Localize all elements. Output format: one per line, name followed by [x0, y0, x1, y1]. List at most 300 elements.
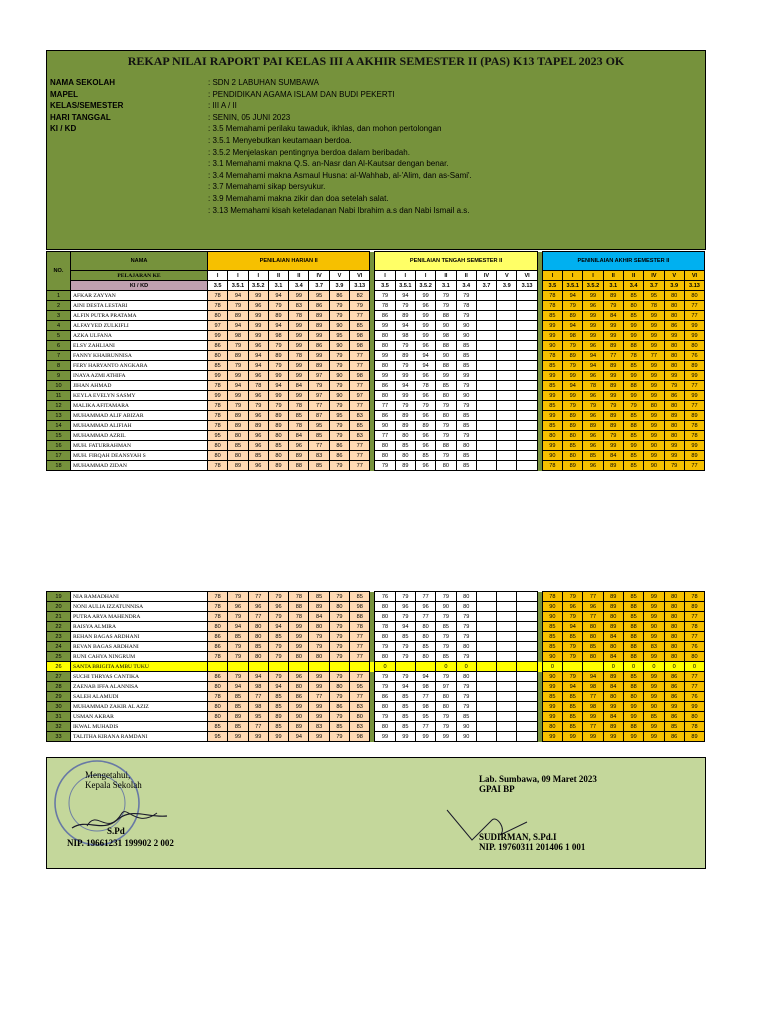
akhir-score: 99 — [603, 331, 623, 341]
akhir-score: 80 — [664, 421, 684, 431]
tengah-score — [517, 692, 537, 702]
tengah-score — [497, 602, 517, 612]
tengah-score: 80 — [375, 602, 395, 612]
akhir-score: 85 — [623, 361, 643, 371]
harian-score: 77 — [350, 692, 370, 702]
akhir-score: 79 — [603, 301, 623, 311]
akhir-score: 89 — [583, 421, 603, 431]
akhir-score: 85 — [542, 692, 562, 702]
akhir-score: 78 — [684, 722, 704, 732]
harian-score: 98 — [228, 331, 248, 341]
tengah-score: 79 — [436, 712, 456, 722]
harian-score: 79 — [268, 341, 288, 351]
tengah-score: 79 — [436, 642, 456, 652]
akhir-score: 89 — [603, 381, 623, 391]
harian-score: 98 — [350, 371, 370, 381]
harian-score: 78 — [248, 381, 268, 391]
akhir-score: 80 — [542, 722, 562, 732]
harian-score: 96 — [289, 441, 309, 451]
harian-score: 94 — [248, 361, 268, 371]
harian-score: 95 — [309, 421, 329, 431]
tengah-score: 80 — [375, 722, 395, 732]
tengah-score — [476, 331, 496, 341]
akhir-score: 99 — [563, 371, 583, 381]
tengah-score: 99 — [395, 732, 415, 742]
tengah-score — [517, 291, 537, 301]
pelajaran-cell: I — [583, 271, 603, 281]
tengah-score — [517, 652, 537, 662]
tengah-score: 94 — [395, 381, 415, 391]
akhir-score: 84 — [603, 632, 623, 642]
akhir-score: 99 — [623, 702, 643, 712]
row-number: 12 — [47, 401, 71, 411]
harian-score: 80 — [329, 682, 349, 692]
tengah-score — [497, 692, 517, 702]
akhir-score: 85 — [664, 722, 684, 732]
harian-score: 86 — [208, 672, 228, 682]
akhir-score: 88 — [623, 722, 643, 732]
tengah-score: 79 — [395, 401, 415, 411]
pelajaran-cell: IV — [309, 271, 329, 281]
tengah-score — [476, 341, 496, 351]
tengah-score: 79 — [375, 461, 395, 471]
akhir-score: 80 — [664, 602, 684, 612]
row-number: 33 — [47, 732, 71, 742]
kd-cell: 3.9 — [497, 281, 517, 291]
harian-score: 94 — [268, 622, 288, 632]
akhir-score: 85 — [542, 622, 562, 632]
harian-score: 87 — [309, 411, 329, 421]
pelajaran-cell: VI — [684, 271, 704, 281]
tengah-score — [517, 682, 537, 692]
tengah-score — [497, 662, 517, 672]
harian-score: 77 — [248, 692, 268, 702]
info-value: : 3.1 Memahami makna Q.S. an-Nasr dan Al-Kautsar dengan benar. — [208, 159, 449, 169]
akhir-score: 99 — [542, 702, 562, 712]
table-row — [47, 351, 705, 361]
tengah-score: 80 — [456, 592, 476, 602]
table-row — [47, 622, 705, 632]
tengah-score: 79 — [456, 612, 476, 622]
tengah-score: 85 — [395, 632, 415, 642]
table-row — [47, 632, 705, 642]
akhir-score: 85 — [623, 291, 643, 301]
akhir-score: 80 — [684, 291, 704, 301]
tengah-score — [517, 371, 537, 381]
harian-score: 89 — [309, 311, 329, 321]
akhir-score: 80 — [664, 592, 684, 602]
row-number: 5 — [47, 331, 71, 341]
akhir-score: 85 — [542, 381, 562, 391]
row-number: 18 — [47, 461, 71, 471]
tengah-score: 90 — [456, 331, 476, 341]
harian-score: 79 — [329, 592, 349, 602]
akhir-score: 80 — [583, 652, 603, 662]
akhir-score: 89 — [603, 291, 623, 301]
akhir-score: 77 — [684, 461, 704, 471]
akhir-score: 78 — [684, 622, 704, 632]
harian-score: 79 — [329, 632, 349, 642]
harian-score: 77 — [309, 401, 329, 411]
tengah-score: 86 — [375, 411, 395, 421]
harian-score: 97 — [309, 371, 329, 381]
akhir-score: 89 — [603, 722, 623, 732]
harian-score: 79 — [329, 431, 349, 441]
table-row — [47, 461, 705, 471]
harian-score: 89 — [309, 602, 329, 612]
tengah-score — [517, 311, 537, 321]
akhir-score: 99 — [542, 682, 562, 692]
harian-score: 79 — [228, 341, 248, 351]
akhir-score: 99 — [563, 391, 583, 401]
student-name: REHAN BAGAS ARDHANI — [71, 632, 208, 642]
akhir-score: 89 — [603, 602, 623, 612]
info-value: : 3.4 Memahami makna Asmaul Husna: al-Wahhab, al-'Alim, dan as-Sami'. — [208, 170, 472, 180]
harian-score: 80 — [350, 712, 370, 722]
akhir-score: 89 — [684, 602, 704, 612]
tengah-score: 79 — [456, 692, 476, 702]
harian-score: 96 — [248, 301, 268, 311]
akhir-score: 85 — [542, 421, 562, 431]
teacher-signature-block — [479, 774, 597, 852]
harian-score: 88 — [350, 612, 370, 622]
akhir-score: 80 — [664, 301, 684, 311]
tengah-score — [476, 451, 496, 461]
row-number: 15 — [47, 431, 71, 441]
harian-score: 89 — [228, 311, 248, 321]
harian-score: 79 — [268, 361, 288, 371]
tengah-score — [517, 732, 537, 742]
harian-score: 96 — [248, 441, 268, 451]
table-row — [47, 421, 705, 431]
harian-score: 79 — [228, 361, 248, 371]
student-name: FANNY KHAIRUNNISA — [71, 351, 208, 361]
tengah-score: 79 — [436, 632, 456, 642]
akhir-score: 99 — [684, 391, 704, 401]
akhir-score: 90 — [542, 672, 562, 682]
akhir-score: 88 — [623, 632, 643, 642]
harian-score: 99 — [268, 371, 288, 381]
harian-score: 89 — [289, 722, 309, 732]
harian-score: 77 — [350, 351, 370, 361]
akhir-score: 80 — [664, 431, 684, 441]
table-row — [47, 361, 705, 371]
harian-score: 84 — [289, 381, 309, 391]
akhir-score: 88 — [623, 602, 643, 612]
harian-score: 89 — [268, 712, 288, 722]
table-row — [47, 431, 705, 441]
tengah-score: 85 — [456, 451, 476, 461]
harian-score: 99 — [289, 291, 309, 301]
tengah-score: 96 — [415, 391, 435, 401]
tengah-score — [517, 401, 537, 411]
pelajaran-cell: IV — [476, 271, 496, 281]
akhir-score: 77 — [684, 311, 704, 321]
tengah-score: 99 — [436, 371, 456, 381]
tengah-score — [476, 602, 496, 612]
kd-cell: 3.5.1 — [563, 281, 583, 291]
akhir-score: 77 — [684, 381, 704, 391]
akhir-score — [583, 662, 603, 672]
akhir-score: 96 — [583, 431, 603, 441]
akhir-score: 80 — [664, 351, 684, 361]
tengah-score: 80 — [436, 461, 456, 471]
akhir-score: 99 — [664, 451, 684, 461]
harian-score: 79 — [329, 712, 349, 722]
harian-score: 79 — [248, 401, 268, 411]
table-row — [47, 602, 705, 612]
kd-cell: 3.5.2 — [415, 281, 435, 291]
row-number: 25 — [47, 652, 71, 662]
harian-score: 94 — [228, 291, 248, 301]
harian-score: 86 — [208, 642, 228, 652]
harian-score: 80 — [289, 682, 309, 692]
tengah-score: 86 — [375, 311, 395, 321]
akhir-score: 85 — [623, 451, 643, 461]
student-name: MUH. FIRQAH DEANSYAH S — [71, 451, 208, 461]
harian-score: 98 — [350, 602, 370, 612]
harian-score: 90 — [329, 321, 349, 331]
kd-cell: 3.1 — [603, 281, 623, 291]
akhir-score: 78 — [583, 381, 603, 391]
akhir-score: 99 — [664, 331, 684, 341]
harian-score — [208, 662, 228, 672]
akhir-score: 94 — [563, 381, 583, 391]
tengah-score — [395, 662, 415, 672]
harian-score: 77 — [248, 592, 268, 602]
harian-score: 99 — [248, 331, 268, 341]
harian-score — [329, 662, 349, 672]
akhir-score: 84 — [603, 311, 623, 321]
harian-score: 79 — [228, 612, 248, 622]
harian-score: 94 — [268, 682, 288, 692]
teacher-role: GPAI BP — [479, 784, 515, 794]
kd-cell: 3.5.2 — [583, 281, 603, 291]
student-name: ALFIN PUTRA PRATAMA — [71, 311, 208, 321]
harian-score: 97 — [208, 321, 228, 331]
tengah-score — [517, 351, 537, 361]
harian-score: 99 — [289, 632, 309, 642]
akhir-score: 85 — [563, 441, 583, 451]
akhir-score: 85 — [542, 642, 562, 652]
harian-score: 85 — [309, 461, 329, 471]
akhir-score: 78 — [542, 351, 562, 361]
pelajaran-cell: V — [664, 271, 684, 281]
harian-score: 77 — [309, 692, 329, 702]
harian-score: 98 — [248, 702, 268, 712]
table-row — [47, 451, 705, 461]
harian-score: 99 — [228, 732, 248, 742]
info-label: KI / KD — [50, 124, 77, 134]
harian-score: 80 — [208, 712, 228, 722]
tengah-score — [476, 612, 496, 622]
akhir-score: 78 — [684, 421, 704, 431]
harian-score: 99 — [309, 712, 329, 722]
harian-score: 79 — [228, 642, 248, 652]
akhir-score: 99 — [644, 592, 664, 602]
harian-score: 99 — [309, 732, 329, 742]
harian-score: 99 — [268, 732, 288, 742]
tengah-score — [476, 682, 496, 692]
tengah-score — [476, 722, 496, 732]
table-row — [47, 692, 705, 702]
akhir-score: 99 — [563, 732, 583, 742]
harian-score: 94 — [289, 732, 309, 742]
tengah-score: 94 — [395, 682, 415, 692]
tengah-score: 99 — [415, 321, 435, 331]
harian-score: 85 — [228, 722, 248, 732]
akhir-score: 79 — [563, 592, 583, 602]
info-value: : III A / II — [208, 101, 237, 111]
harian-score: 95 — [350, 682, 370, 692]
tengah-score: 97 — [436, 682, 456, 692]
tengah-score: 96 — [415, 441, 435, 451]
harian-score: 98 — [350, 341, 370, 351]
harian-score: 99 — [228, 391, 248, 401]
tengah-score — [476, 321, 496, 331]
row-number: 14 — [47, 421, 71, 431]
tengah-score: 80 — [375, 331, 395, 341]
tengah-score: 77 — [415, 692, 435, 702]
harian-score: 85 — [248, 451, 268, 461]
akhir-score: 77 — [583, 692, 603, 702]
tengah-score: 79 — [436, 431, 456, 441]
akhir-score: 89 — [603, 341, 623, 351]
akhir-score: 99 — [644, 311, 664, 321]
harian-score: 77 — [350, 441, 370, 451]
tengah-score: 96 — [395, 602, 415, 612]
harian-score: 94 — [248, 672, 268, 682]
table-row — [47, 321, 705, 331]
info-value: : 3.5.2 Menjelaskan pentingnya berdoa dalam beribadah. — [208, 147, 410, 157]
akhir-score: 76 — [684, 692, 704, 702]
akhir-score: 99 — [684, 331, 704, 341]
akhir-score: 86 — [664, 672, 684, 682]
tengah-score: 89 — [415, 421, 435, 431]
harian-score: 99 — [289, 321, 309, 331]
akhir-score: 96 — [583, 371, 603, 381]
tengah-score: 77 — [375, 401, 395, 411]
akhir-score: 80 — [684, 652, 704, 662]
akhir-score: 80 — [623, 301, 643, 311]
tengah-score — [517, 592, 537, 602]
akhir-score: 85 — [623, 411, 643, 421]
row-number: 16 — [47, 441, 71, 451]
akhir-score: 84 — [603, 451, 623, 461]
harian-score: 96 — [248, 461, 268, 471]
kd-cell: 3.4 — [623, 281, 643, 291]
akhir-score: 89 — [684, 361, 704, 371]
row-number: 1 — [47, 291, 71, 301]
tengah-score — [517, 381, 537, 391]
harian-score — [248, 662, 268, 672]
harian-score: 78 — [208, 602, 228, 612]
akhir-score: 85 — [563, 702, 583, 712]
harian-score: 96 — [248, 411, 268, 421]
akhir-score: 96 — [583, 461, 603, 471]
student-name: SALEH ALAMUDI — [71, 692, 208, 702]
student-name: RAISYA ALMIRA — [71, 622, 208, 632]
akhir-score: 98 — [583, 682, 603, 692]
tengah-score: 99 — [375, 732, 395, 742]
row-number: 22 — [47, 622, 71, 632]
tengah-score: 99 — [415, 331, 435, 341]
akhir-score: 99 — [542, 732, 562, 742]
akhir-score: 89 — [603, 672, 623, 682]
table-row — [47, 612, 705, 622]
row-number: 17 — [47, 451, 71, 461]
akhir-score: 77 — [684, 301, 704, 311]
akhir-score: 99 — [644, 321, 664, 331]
table-row — [47, 411, 705, 421]
tengah-score: 79 — [456, 291, 476, 301]
tengah-score: 88 — [436, 361, 456, 371]
tengah-score: 80 — [415, 632, 435, 642]
harian-score: 95 — [208, 431, 228, 441]
akhir-score: 86 — [664, 692, 684, 702]
tengah-score: 80 — [415, 652, 435, 662]
student-name: JIHAN AHMAD — [71, 381, 208, 391]
tengah-score — [517, 451, 537, 461]
akhir-score: 77 — [583, 722, 603, 732]
student-name: AZKA ULFANA — [71, 331, 208, 341]
akhir-score: 80 — [664, 341, 684, 351]
tengah-score — [517, 301, 537, 311]
harian-score: 79 — [329, 311, 349, 321]
harian-score: 85 — [268, 702, 288, 712]
harian-score: 97 — [309, 391, 329, 401]
tengah-score: 89 — [395, 411, 415, 421]
harian-score: 89 — [228, 351, 248, 361]
akhir-score: 89 — [684, 411, 704, 421]
akhir-score: 77 — [603, 351, 623, 361]
tengah-score — [517, 341, 537, 351]
akhir-score: 80 — [583, 632, 603, 642]
akhir-score: 78 — [623, 351, 643, 361]
akhir-score: 99 — [603, 732, 623, 742]
akhir-score: 88 — [623, 421, 643, 431]
tengah-score — [497, 301, 517, 311]
akhir-score: 85 — [542, 632, 562, 642]
student-name: MUHAMMAD ZAKIR AL AZIZ — [71, 702, 208, 712]
akhir-score: 96 — [563, 602, 583, 612]
akhir-score: 0 — [644, 662, 664, 672]
harian-score: 95 — [208, 732, 228, 742]
harian-score: 77 — [350, 361, 370, 371]
harian-score: 98 — [350, 331, 370, 341]
nama-header: NAMA — [71, 252, 208, 271]
harian-score: 89 — [268, 311, 288, 321]
tengah-score: 99 — [415, 732, 435, 742]
tengah-score — [476, 461, 496, 471]
kd-cell: 3.5 — [208, 281, 228, 291]
harian-score: 79 — [309, 381, 329, 391]
pelajaran-cell: I — [248, 271, 268, 281]
akhir-score: 78 — [542, 592, 562, 602]
student-name: AFKAR ZAYYAN — [71, 291, 208, 301]
harian-score: 82 — [350, 291, 370, 301]
tengah-score: 79 — [436, 592, 456, 602]
akhir-score: 96 — [583, 602, 603, 612]
tengah-score: 94 — [395, 291, 415, 301]
tengah-score: 79 — [456, 682, 476, 692]
tengah-score — [476, 672, 496, 682]
tengah-score — [497, 391, 517, 401]
harian-score: 86 — [329, 451, 349, 461]
tengah-score: 99 — [375, 371, 395, 381]
harian-score: 99 — [228, 371, 248, 381]
tengah-score: 85 — [436, 652, 456, 662]
